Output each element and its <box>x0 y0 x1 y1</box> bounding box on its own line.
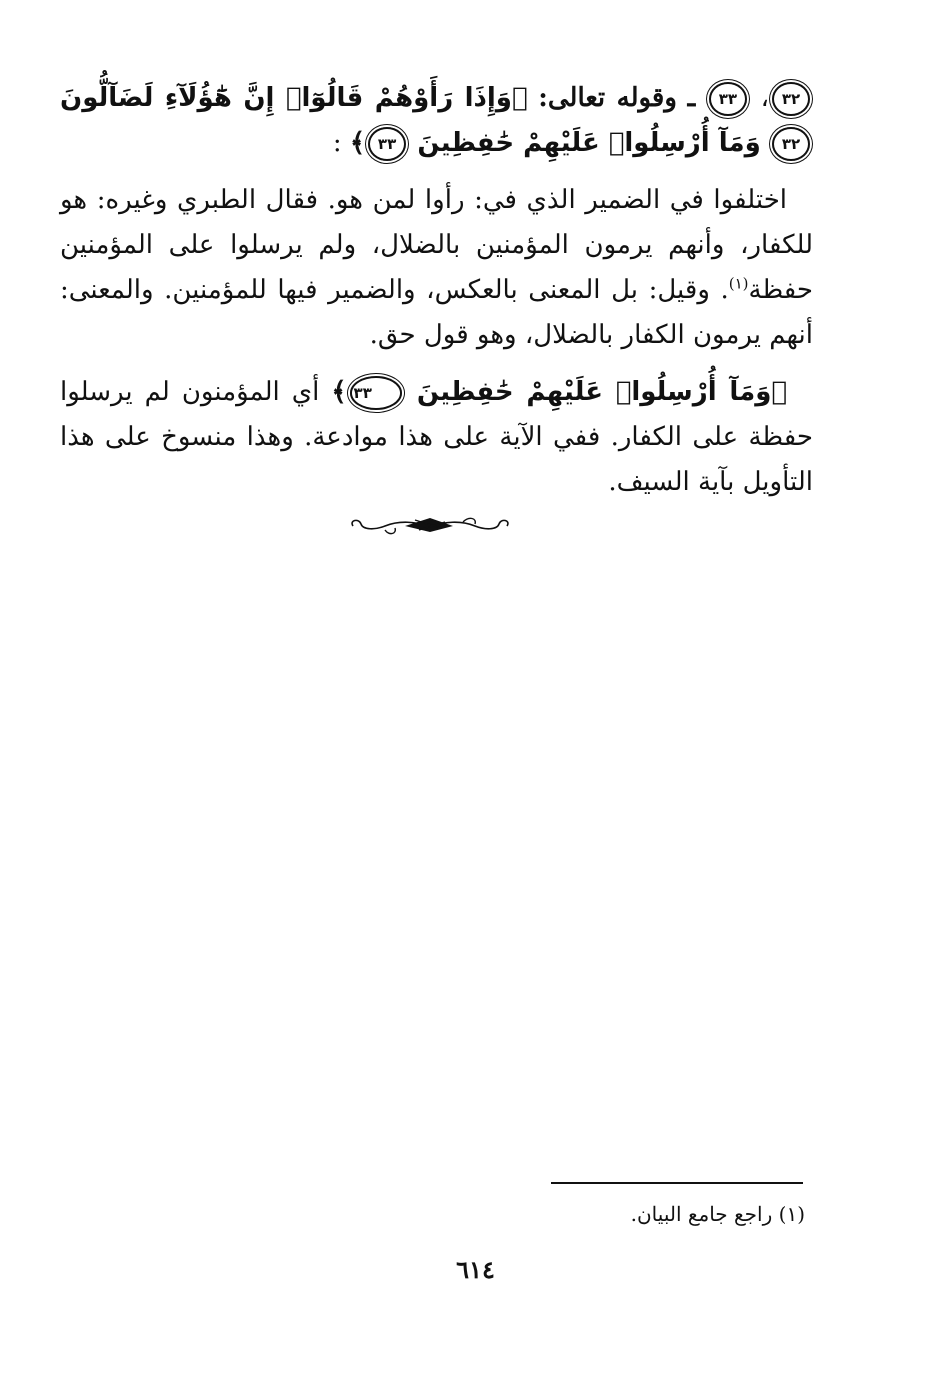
dash: ـ <box>687 83 696 113</box>
verse-ref-marker: ٣٢ <box>772 82 810 116</box>
quran-brace-open: ﴿ <box>511 83 528 113</box>
footnote-number: (١) <box>778 1202 805 1226</box>
verse-end-marker: ٣٣ <box>368 127 406 161</box>
quran-brace-close: ﴾ <box>349 128 366 158</box>
footnote-reference: (١) <box>728 274 749 293</box>
commentary-text: أي المؤمنون لم يرسلوا حفظة على الكفار. ففي الآية على هذا موادعة. وهذا منسوخ على هذا التأويل بآية السيف. <box>60 377 813 497</box>
intro-paragraph <box>60 76 813 166</box>
commentary-text: . وقيل: بل المعنى بالعكس، والضمير فيها للمؤمنين. والمعنى: أنهم يرمون الكفار بالضلال، وهو قول حق. <box>60 275 813 350</box>
verse-end-marker: ٣٣ <box>350 376 402 410</box>
commentary-text: اختلفوا في الضمير الذي في: رأوا لمن هو. فقال الطبري وغيره: هو للكفار، وأنهم يرمون المؤمنين بالضلال، ولم يرسلوا على المؤمنين حفظة <box>60 185 813 305</box>
quran-verse: وَإِذَا رَأَوْهُمْ قَالُوٓا۟ إِنَّ هَٰٓؤُلَآءِ لَضَآلُّونَ <box>60 83 512 113</box>
section-divider-ornament <box>345 508 515 544</box>
quran-brace-close: ﴾ <box>331 377 347 407</box>
footnote-text: راجع جامع البيان. <box>630 1202 773 1226</box>
lead-text: وقوله تعالى: <box>538 83 677 113</box>
quran-brace-open: ﴿ <box>771 377 788 407</box>
quran-verse: وَمَآ أُرْسِلُوا۟ عَلَيْهِمْ حَٰفِظِينَ <box>417 128 761 158</box>
verse-ref-marker: ٣٣ <box>709 82 747 116</box>
footnote <box>631 1200 805 1228</box>
footnote-divider <box>551 1182 803 1184</box>
commentary-paragraph <box>60 370 813 505</box>
quran-verse: وَمَآ أُرْسِلُوا۟ عَلَيْهِمْ حَٰفِظِينَ <box>416 377 772 407</box>
main-text <box>60 76 813 517</box>
colon: : <box>332 128 342 158</box>
separator: ، <box>760 83 770 113</box>
verse-end-marker: ٣٢ <box>772 127 810 161</box>
page-number: ٦١٤ <box>456 1255 495 1284</box>
commentary-paragraph <box>60 178 813 358</box>
